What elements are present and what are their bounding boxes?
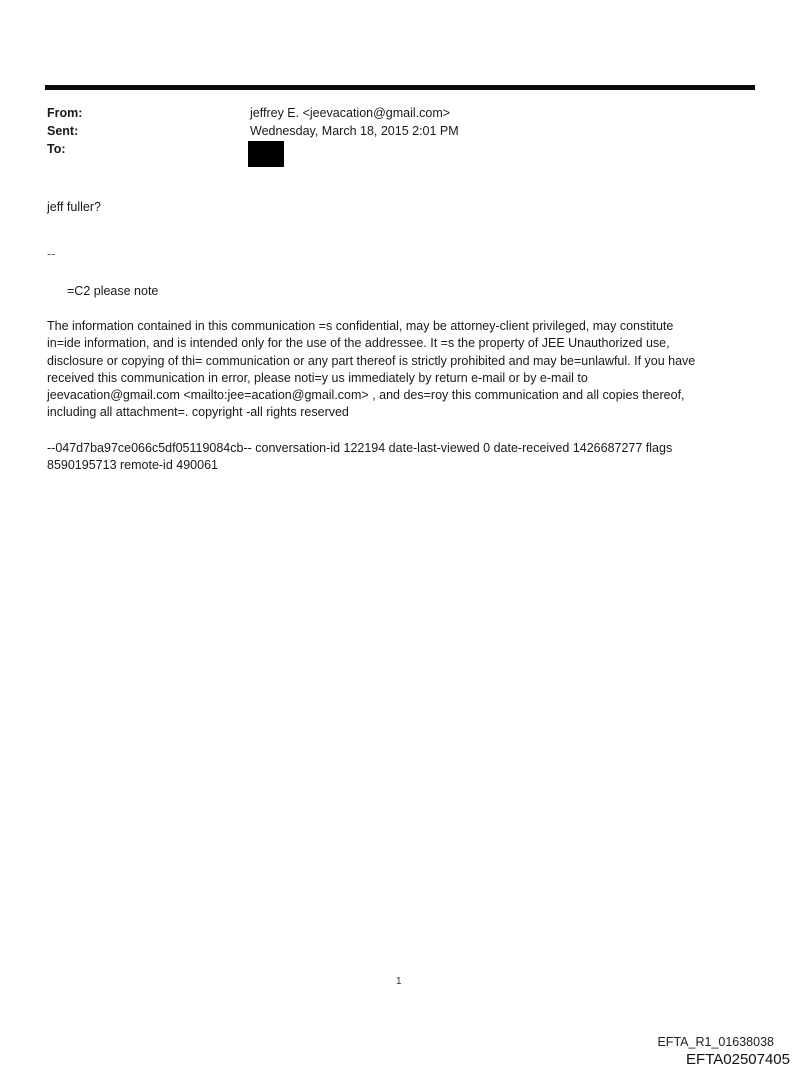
bates-number-primary: EFTA_R1_01638038	[657, 1035, 774, 1049]
metadata-paragraph	[47, 440, 762, 475]
to-label: To:	[47, 142, 66, 156]
metadata-line: 8590195713 remote-id 490061	[47, 458, 218, 473]
from-value: jeffrey E. <jeevacation@gmail.com>	[250, 106, 451, 120]
page-number: 1	[396, 976, 402, 987]
redaction-box	[248, 141, 284, 167]
note-line: =C2 please note	[67, 284, 159, 298]
sent-value: Wednesday, March 18, 2015 2:01 PM	[250, 124, 459, 138]
disclaimer-line: including all attachment=. copyright -all rights reserved	[47, 405, 349, 420]
signature-separator: --	[47, 247, 56, 261]
from-label: From:	[47, 106, 83, 120]
bates-number-secondary: EFTA02507405	[686, 1051, 790, 1068]
disclaimer-paragraph	[47, 318, 762, 422]
metadata-line: --047d7ba97ce066c5df05119084cb-- conversation-id 122194 date-last-viewed 0 date-received 1426687277 flags	[47, 441, 673, 455]
header-rule	[45, 85, 755, 90]
sent-label: Sent:	[47, 124, 79, 138]
message-line: jeff fuller?	[47, 200, 101, 214]
disclaimer-line: received this communication in error, please noti=y us immediately by return e-mail or by e-mail to	[47, 370, 588, 385]
disclaimer-line: in=ide information, and is intended only for the use of the addressee. It =s the property of JEE Unauthorized use,	[47, 336, 670, 351]
disclaimer-line: The information contained in this communication =s confidential, may be attorney-client privileged, may constitute	[47, 319, 674, 333]
disclaimer-line: jeevacation@gmail.com <mailto:jee=acation@gmail.com> , and des=roy this communication and all copies thereof,	[47, 388, 685, 403]
disclaimer-line: disclosure or copying of thi= communication or any part thereof is strictly prohibited and may be=unlawful. If you have	[47, 353, 696, 368]
